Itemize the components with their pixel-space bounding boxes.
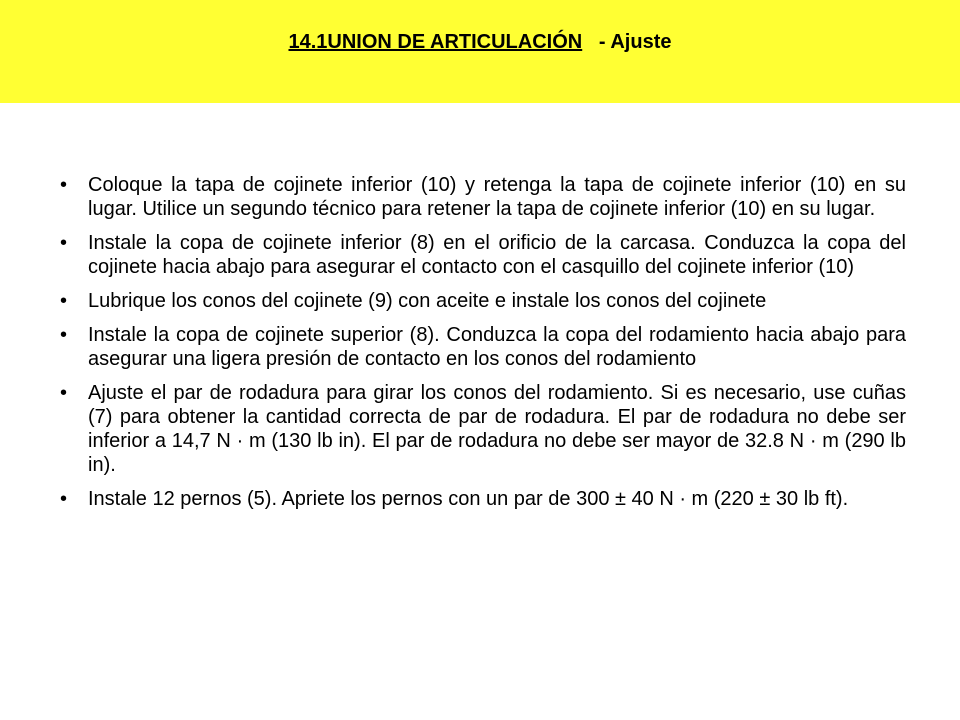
page-title xyxy=(0,31,960,54)
list-item: • Lubrique los conos del cojinete (9) con aceite e instale los conos del cojinete xyxy=(60,289,906,313)
bullet-list xyxy=(60,173,906,521)
list-item: • Ajuste el par de rodadura para girar los conos del rodamiento. Si es necesario, use cuñas (7) para obtener la cantidad correcta de par de rodadura. El par de rodadura no debe ser inferior a 14,7 N · m (130 lb in). El par de rodadura no debe ser mayor de 32.8 N · m (290 lb in). xyxy=(60,381,906,477)
list-item: • Coloque la tapa de cojinete inferior (10) y retenga la tapa de cojinete inferior (10) en su lugar. Utilice un segundo técnico para retener la tapa de cojinete inferior (10) en su lugar. xyxy=(60,173,906,221)
title-section-number: 14.1UNION DE ARTICULACIÓN xyxy=(288,31,583,53)
list-item: • Instale la copa de cojinete inferior (8) en el orificio de la carcasa. Conduzca la copa del cojinete hacia abajo para asegurar el contacto con el casquillo del cojinete inferior (10) xyxy=(60,231,906,279)
title-subtitle: - Ajuste xyxy=(598,31,672,53)
list-item: • Instale 12 pernos (5). Apriete los pernos con un par de 300 ± 40 N · m (220 ± 30 lb ft). xyxy=(60,487,906,511)
list-item: • Instale la copa de cojinete superior (8). Conduzca la copa del rodamiento hacia abajo para asegurar una ligera presión de contacto en los conos del rodamiento xyxy=(60,323,906,371)
